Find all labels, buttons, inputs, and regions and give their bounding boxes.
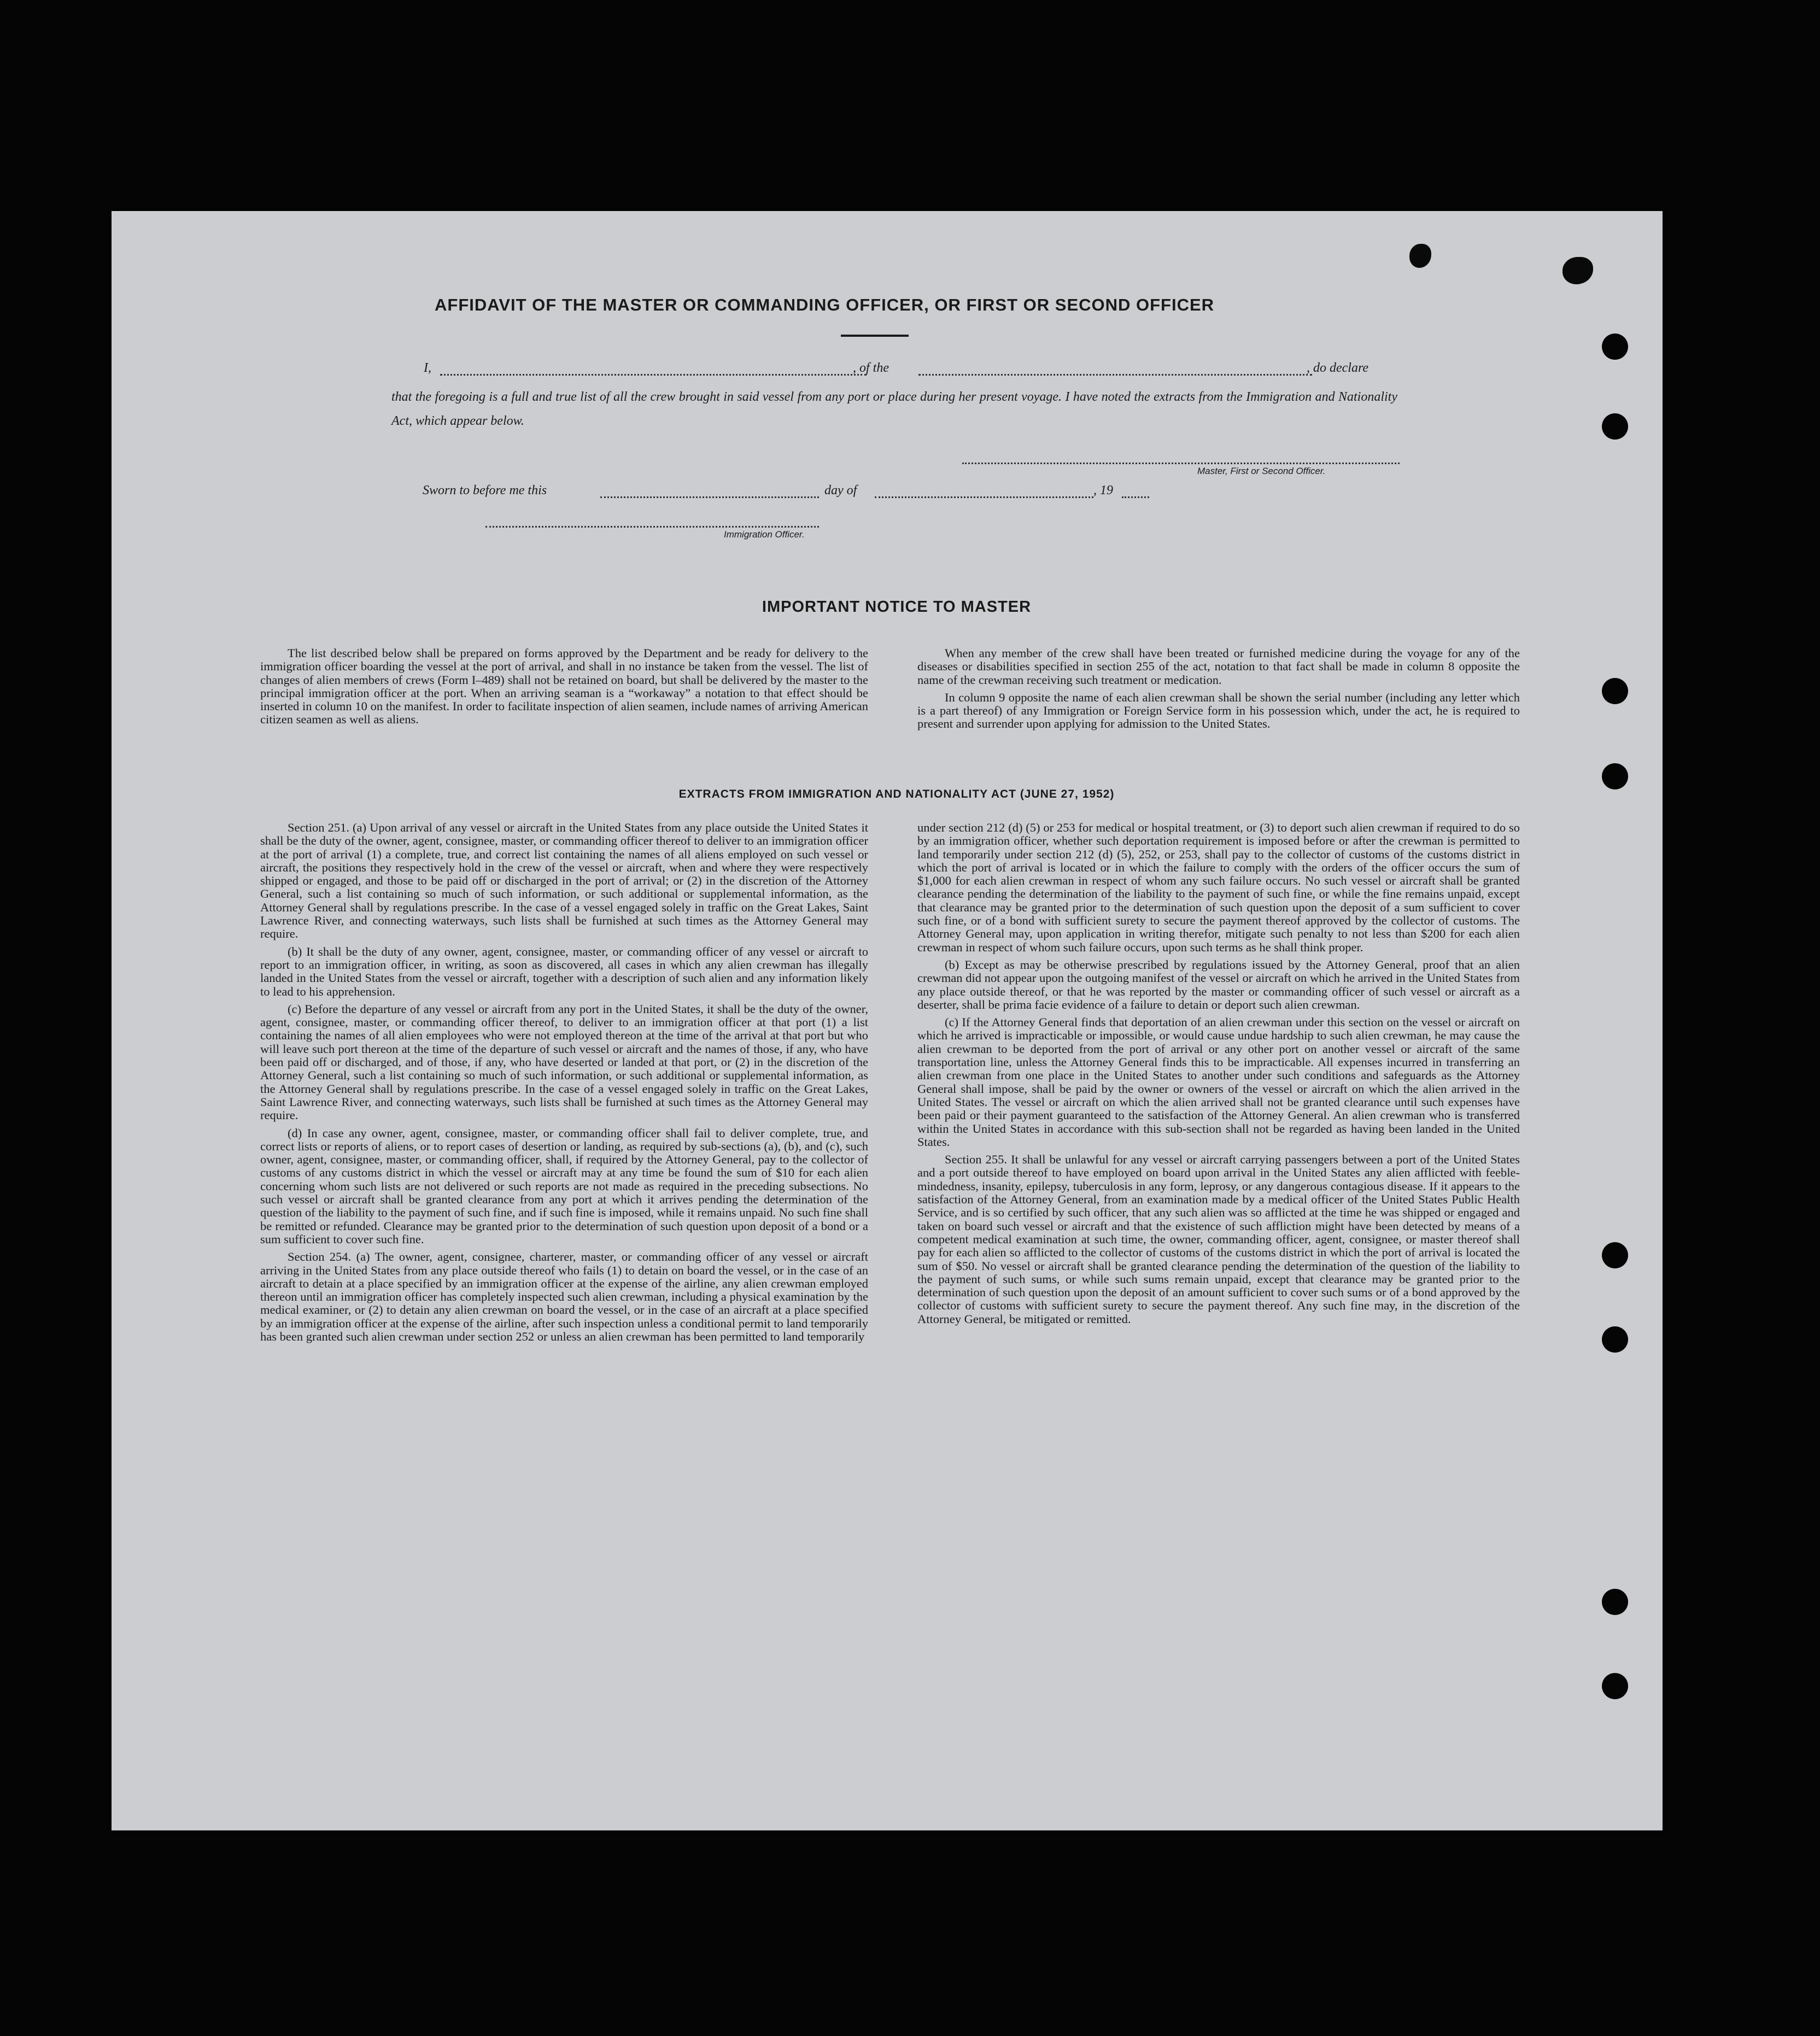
binder-hole [1602, 1673, 1628, 1699]
officer-signature-line[interactable] [485, 526, 819, 528]
vessel-prefix: , of the [853, 361, 889, 375]
section-254b: (b) Except as may be otherwise prescribed by regulations issued by the Attorney General, proof that an alien crewman did not appear upon the outgoing manifest of the vessel or aircraft on which he arrived in the United States from any place outside thereof, or that he was reported by the master or commanding officer of such vessel or aircraft as a deserter, shall be prima facie evidence of a failure to detain or deport such alien crewman. [917, 957, 1520, 1011]
binder-hole [1602, 1589, 1628, 1615]
notice-title: IMPORTANT NOTICE TO MASTER [762, 598, 1032, 616]
section-254a-continued: under section 212 (d) (5) or 253 for medical or hospital treatment, or (3) to deport such alien crewman if required to do so by an immigration officer, whether such deportation requirement is imposed before or after the crewman is permitted to land temporarily under section 212 (d) (5), 252, or 253, shall pay to the collector of customs of the customs district in which the port of arrival is located or in which the failure to comply with the orders of the officer occurs the sum of $1,000 for each alien crewman in respect of whom any such failure occurs. No such vessel or aircraft shall be granted clearance pending the determination of the liability to the payment of such fine, or while the fine remains unpaid, except that clearance may be granted prior to the determination of such question upon the deposit of a sum sufficient to cover such fine, or of a bond with sufficient surety to secure the payment thereof approved by the collector of customs. The Attorney General may, upon application in writing therefor, mitigate such penalty to not less than $200 for each alien crewman in respect of whom such failure occurs, upon such terms as he shall think proper. [917, 821, 1520, 954]
sworn-month-field[interactable] [875, 496, 1093, 498]
declaration-text: that the foregoing is a full and true list of all the crew brought in said vessel from any port or place during her present voyage. I have noted the extracts from the Immigration and Nationality Act, which appear below. [391, 390, 1397, 428]
notice-right-paragraph: In column 9 opposite the name of each alien crewman shall be shown the serial number (including any letter which is a part thereof) of any Immigration or Foreign Service form in his possession which, under the act, he is required to present and surrender upon applying for admission to the United States. [917, 690, 1520, 731]
section-251c: (c) Before the departure of any vessel or aircraft from any port in the United States, it shall be the duty of the owner, agent, consignee, master, or commanding officer thereof, to deliver to an immigration officer at that port (1) a list containing the names of all alien employees who were not employed thereon at the time of the arrival at that port but who will leave such port thereon at the time of the departure of such vessel or aircraft and the names of those, if any, who have been paid off or discharged, and of those, if any, who have deserted or landed at that port, or (2) in the discretion of the Attorney General, such a list containing so much of such information, or such additional or supplemental information, as the Attorney General shall by regulations prescribe. In the case of a vessel engaged solely in traffic on the Great Lakes, Saint Lawrence River, and connecting waterways, such lists shall be furnished at such times as the Attorney General may require. [260, 1002, 868, 1122]
binder-hole [1602, 678, 1628, 704]
affidavit-title: AFFIDAVIT OF THE MASTER OR COMMANDING OFFICER, OR FIRST OR SECOND OFFICER [435, 295, 1215, 314]
section-255: Section 255. It shall be unlawful for any vessel or aircraft carrying passengers between a port of the United States and a port outside thereof to have employed on board upon arrival in the United States any alien afflicted with feeble-mindedness, insanity, epilepsy, tuberculosis in any form, leprosy, or any dangerous contagious disease. If it appears to the satisfaction of the Attorney General, from an examination made by a medical officer of the United States Public Health Service, and is so certified by such officer, that any such alien was so afflicted at the time he was shipped or engaged and taken on board such vessel or aircraft and that the existence of such affliction might have been detected by means of a competent medical examination at such time, the owner, commanding officer, agent, consignee, or master thereof shall pay for each alien so afflicted to the collector of customs of the customs district in which the port of arrival is located the sum of $50. No vessel or aircraft shall be granted clearance pending the determination of the question of the liability to the payment of such sums, or while such sums remain unpaid, except that clearance may be granted prior to the determination of such question upon the deposit of an amount sufficient to cover such sums or of a bond approved by the collector of customs with sufficient surety to secure the payment thereof. Any such fine may, in the discretion of the Attorney General, be mitigated or remitted. [917, 1152, 1520, 1326]
notice-left-column [260, 647, 868, 727]
section-254a: Section 254. (a) The owner, agent, consignee, charterer, master, or commanding officer of any vessel or aircraft arriving in the United States from any place outside thereof who fails (1) to detain on board the vessel, or in the case of an aircraft to detain at a place specified by an immigration officer at the expense of the airline, any alien crewman employed thereon until an immigration officer has completely inspected such alien crewman, including a physical examination by the medical examiner, or (2) to detain any alien crewman on board the vessel, or in the case of an aircraft at a place specified by an immigration officer at the expense of the airline, after such inspection unless a conditional permit to land temporarily has been granted such alien crewman under section 252 or unless an alien crewman has been permitted to land temporarily [260, 1250, 868, 1343]
notice-left-paragraph: The list described below shall be prepared on forms approved by the Department and be ready for delivery to the immigration officer boarding the vessel at the port of arrival, and shall in no instance be taken from the vessel. The list of changes of alien members of crews (Form I–489) shall not be retained on board, but shall be delivered by the master to the principal immigration officer at the port. When an arriving seaman is a “workaway” a notation to that effect should be inserted in column 10 on the manifest. In order to facilitate inspection of alien seamen, include names of arriving American citizen seamen as well as aliens. [260, 646, 868, 727]
notice-right-paragraph: When any member of the crew shall have been treated or furnished medicine during the voyage for any of the diseases or disabilities specified in section 255 of the act, notation to that fact shall be made in column 8 opposite the name of the crewman receiving such treatment or medication. [917, 646, 1520, 687]
notice-right-column [917, 647, 1520, 731]
extracts-title: EXTRACTS FROM IMMIGRATION AND NATIONALITY ACT (JUNE 27, 1952) [678, 788, 1115, 800]
declarant-name-field[interactable] [440, 374, 867, 376]
section-251b: (b) It shall be the duty of any owner, agent, consignee, master, or commanding officer of any vessel or aircraft to report to an immigration officer, in writing, as soon as discovered, all cases in which any alien crewman has illegally landed in the United States from the vessel or aircraft, together with a description of such alien and any information likely to lead to his apprehension. [260, 944, 868, 998]
master-signature-label: Master, First or Second Officer. [1197, 466, 1326, 476]
section-254c: (c) If the Attorney General finds that deportation of an alien crewman under this section on the vessel or aircraft on which he arrived is impracticable or impossible, or would cause undue hardship to such alien crewman, he may cause the alien crewman to be deported from the port of arrival or any other port on another vessel or aircraft of the same transportation line, unless the Attorney General finds this to be impracticable. All expenses incurred in transferring an alien crewman from one place in the United States to another under such conditions and safeguards as the Attorney General shall impose, shall be paid by the owner or owners of the vessel or aircraft on which the alien arrived in the United States. The vessel or aircraft on which the alien arrived shall not be granted clearance until such expenses have been paid or their payment guaranteed to the satisfaction of the Attorney General. An alien crewman who is transferred within the United States in accordance with this sub-section shall not be regarded as having been landed in the United States. [917, 1015, 1520, 1149]
binder-hole [1602, 1326, 1628, 1353]
extracts-right-column [917, 821, 1520, 1326]
section-251a: Section 251. (a) Upon arrival of any vessel or aircraft in the United States from any place outside the United States it shall be the duty of the owner, agent, consignee, master, or commanding officer thereof to deliver to an immigration officer at the port of arrival (1) a complete, true, and correct list containing the names of all aliens employed on such vessel or aircraft, the positions they respectively hold in the crew of the vessel or aircraft, when and where they were respectively shipped or engaged, and those to be paid off or discharged in the port of arrival; or (2) in the discretion of the Attorney General, such a list containing so much of such information, or such additional or supplemental information, as the Attorney General shall by regulations prescribe. In the case of a vessel engaged solely in traffic on the Great Lakes, Saint Lawrence River, and connecting waterways, such lists shall be furnished at such times as the Attorney General may require. [260, 821, 868, 941]
declarant-prefix: I, [424, 361, 431, 375]
sworn-day-field[interactable] [600, 496, 819, 498]
title-underline [841, 335, 909, 337]
extracts-left-column [260, 821, 868, 1343]
section-251d: (d) In case any owner, agent, consignee, master, or commanding officer shall fail to deliver complete, true, and correct lists or reports of aliens, or to report cases of desertion or landing, as required by sub-sections (a), (b), and (c), such owner, agent, consignee, master, or commanding officer, shall, if required by the Attorney General, pay to the collector of customs of any customs district in which the vessel or aircraft may at any time be found the sum of $10 for each alien concerning whom such lists are not delivered or such reports are not made as required in the preceding subsections. No such vessel or aircraft shall be granted clearance from any port at which it arrives pending the determination of the question of the liability to the payment of such fine, and if such fine is imposed, while it remains unpaid. No such fine shall be remitted or refunded. Clearance may be granted prior to the determination of such question upon deposit of a bond or a sum sufficient to cover such fine. [260, 1126, 868, 1246]
binder-hole [1602, 413, 1628, 440]
vessel-name-field[interactable] [918, 374, 1312, 376]
declare-suffix: , do declare [1307, 361, 1369, 375]
binder-hole [1602, 334, 1628, 360]
binder-hole [1602, 1242, 1628, 1268]
sworn-prefix: Sworn to before me this [423, 483, 547, 498]
officer-signature-label: Immigration Officer. [724, 529, 805, 540]
master-signature-line[interactable] [962, 463, 1400, 464]
sworn-year-label: , 19 [1093, 483, 1113, 498]
binder-hole [1602, 763, 1628, 789]
sworn-year-field[interactable] [1122, 496, 1149, 498]
sworn-day-label: day of [824, 483, 857, 498]
